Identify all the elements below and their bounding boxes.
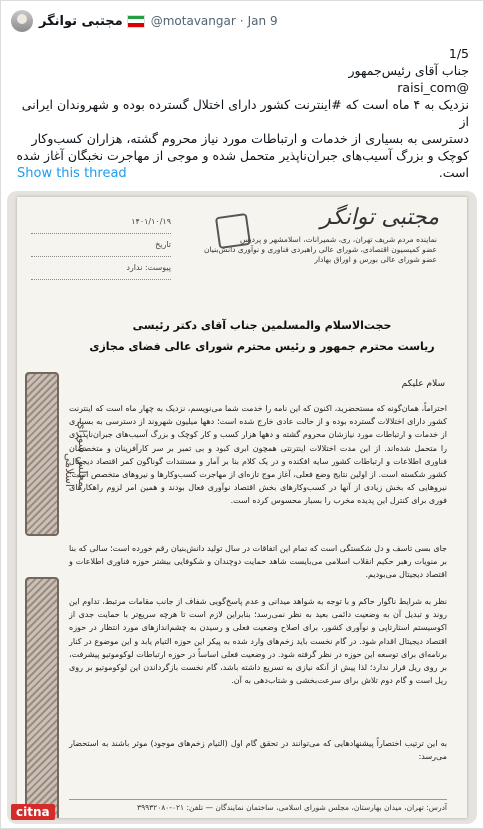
- letterhead-line: نماینده مردم شریف تهران، ری، شمیرانات، اسلامشهر و پردیس: [240, 235, 437, 244]
- tweet-text-line: است.: [438, 165, 469, 180]
- letter-paragraph: نظر به شرایط ناگوار حاکم و با توجه به شواهد میدانی و عدم پاسخ‌گویی شفاف از جانب مقامات مرتبط، تداوم این روند و تبدیل آن به وضعیت دائمی بعید به نظر نمی‌رسد؛ بنابراین لازم است تا هرچه سریع‌تر با حمایت جدی از اکوسیستم استارتاپی و نوآوری کشور، برای اصلاح وضعیت فعلی و رسیدن به چشم‌اندازهای مورد انتظار در حوزه اقتصاد دیجیتال اقدام شود. در گام نخست باید زخم‌های وارد شده به پیکر این حوزه التیام یابد و این موضوع در کنار برنامه‌ای برای توسعه این حوزه در نظر گرفته شود. در وضعیت فعلی اساساً در حوزه ارتباطات لوکوموتیو پیشرفت، بر روی ریل قرار ندارد؛ لذا پیش از آنکه نیازی به تسریع داشته باشد، گام نخست بازگرداندن این لوکوموتیو بر روی ریل است و گام دوم تلاش برای سرعت‌بخشی و شتاب‌دهی به آن.: [69, 597, 447, 686]
- tweet-mention[interactable]: @raisi_com: [397, 80, 469, 95]
- author-avatar[interactable]: [11, 10, 33, 32]
- letterhead-line: عضو کمیسیون اقتصادی، شورای عالی راهبردی فناوری و نوآوری دانش‌بنیان: [204, 245, 437, 254]
- majlis-seal: مجلس شورای اسلامی: [63, 420, 89, 487]
- letter-paragraph: جای بسی تاسف و دل شکستگی است که تمام این اتفاقات در سال تولید دانش‌بنیان رقم خورده است؛ سالی که بنا بر منویات رهبر حکیم انقلاب اسلامی می‌بایست شاهد حمایت دوچندان و شکوفایی بیشتر حوزه فناوری اطلاعات و اقتصاد دیجیتال می‌بودیم.: [69, 544, 447, 580]
- tweet-text-line: کوچک و بزرگ آسیب‌های جبران‌ناپذیر متحمل شده و موجی از مهاجرت نخبگان آغاز شده: [16, 148, 469, 163]
- attached-letter-image[interactable]: [7, 191, 477, 824]
- tweet-text-line: دسترسی به بسیاری از خدمات و ارتباطات مورد نیاز محروم گشته، هزاران کسب‌وکار: [31, 131, 469, 146]
- letter-greeting: سلام علیکم: [401, 379, 445, 389]
- tweet-date[interactable]: Jan 9: [247, 14, 278, 28]
- letter-number: ۱۴۰۱/۱۰/۱۹: [31, 211, 171, 234]
- letter-paragraph: احتراماً، همان‌گونه که مستحضرید، اکنون که این نامه را خدمت شما می‌نویسم، نزدیک به چهار ماه است که اینترنت کشور دارای اختلالات گسترده بوده و از حالت عادی خارج شده است؛ دهها میلیون شهروند از دسترسی به بسیاری از خدمات و ارتباطات مورد نیازشان محروم گشته و دهها هزار کسب و کار کوچک و بزرگ آسیب‌های جبران‌ناپذیری را متحمل شده‌اند. از این مدت اختلالات اینترنتی همچون ابری کبود و بی تمبر بر سر کارآفرینان و متخصصان فناوری اطلاعات و ارتباطات کشور سایه افکنده و در یک کلام بنا بر آمار و مستندات گوناگون کمر اقتصاد دیجیتال کشور شکسته است. از اولین نتایج وضع فعلی، آغاز موج تازه‌ای از مهاجرت کسب‌وکارها و نیروهای متخصص است؛ نیروهایی که بخش زیادی از آنها در کسب‌وکارهای بخش اقتصاد نوآوری فعال بودند و همین امر لزوم راهکارهای فوری برای کنترل این پدیده مخرب را بسیار محسوس کرده است.: [69, 404, 447, 506]
- author-display-name[interactable]: مجتبی توانگر: [39, 13, 123, 29]
- letter-meta: [31, 211, 171, 280]
- letterhead-signature: مجتبی توانگر: [320, 205, 439, 230]
- show-thread-link[interactable]: Show this thread: [17, 166, 127, 181]
- tweet-header: [1, 1, 483, 41]
- letter-addressee-title: ریاست محترم جمهور و رئیس محترم شورای عالی فضای مجازی: [89, 340, 435, 353]
- letterhead-line: عضو شورای عالی بورس و اوراق بهادار: [314, 255, 437, 264]
- emblem-icon: [215, 213, 251, 249]
- letter-page: [17, 197, 467, 818]
- side-ornament: [25, 577, 59, 818]
- letter-paragraph: به این ترتیب اختصاراً پیشنهادهایی که می‌توانند در تحقق گام اول (التیام زخم‌های موجود) موثر باشند به استحضار می‌رسد:: [69, 739, 447, 762]
- author-handle[interactable]: @motavangar: [150, 14, 236, 28]
- tweet-text-line: نزدیک به ۴ ماه است که #اینترنت کشور دارای اختلال گسترده بوده و شهروندان ایرانی از: [21, 97, 469, 129]
- citna-watermark: citna: [11, 804, 55, 820]
- letter-attachment: پیوست: ندارد: [31, 257, 171, 280]
- iran-flag-icon: [127, 15, 145, 28]
- side-ornament: [25, 372, 59, 536]
- tweet-thread-counter: 1/5: [448, 46, 469, 61]
- letter-addressee: حجت‌الاسلام والمسلمین جناب آقای دکتر رئیسی: [132, 319, 392, 332]
- tweet-text: [15, 45, 469, 181]
- tweet-text-line: جناب آقای رئیس‌جمهور: [348, 63, 469, 78]
- letter-date-label: تاریخ: [31, 234, 171, 257]
- letter-footer: آدرس: تهران، میدان بهارستان، مجلس شورای اسلامی، ساختمان نمایندگان — تلفن: ۰۲۱-۳۹۹۳۲۰۸۰: [69, 799, 447, 812]
- header-separator: ·: [239, 14, 244, 28]
